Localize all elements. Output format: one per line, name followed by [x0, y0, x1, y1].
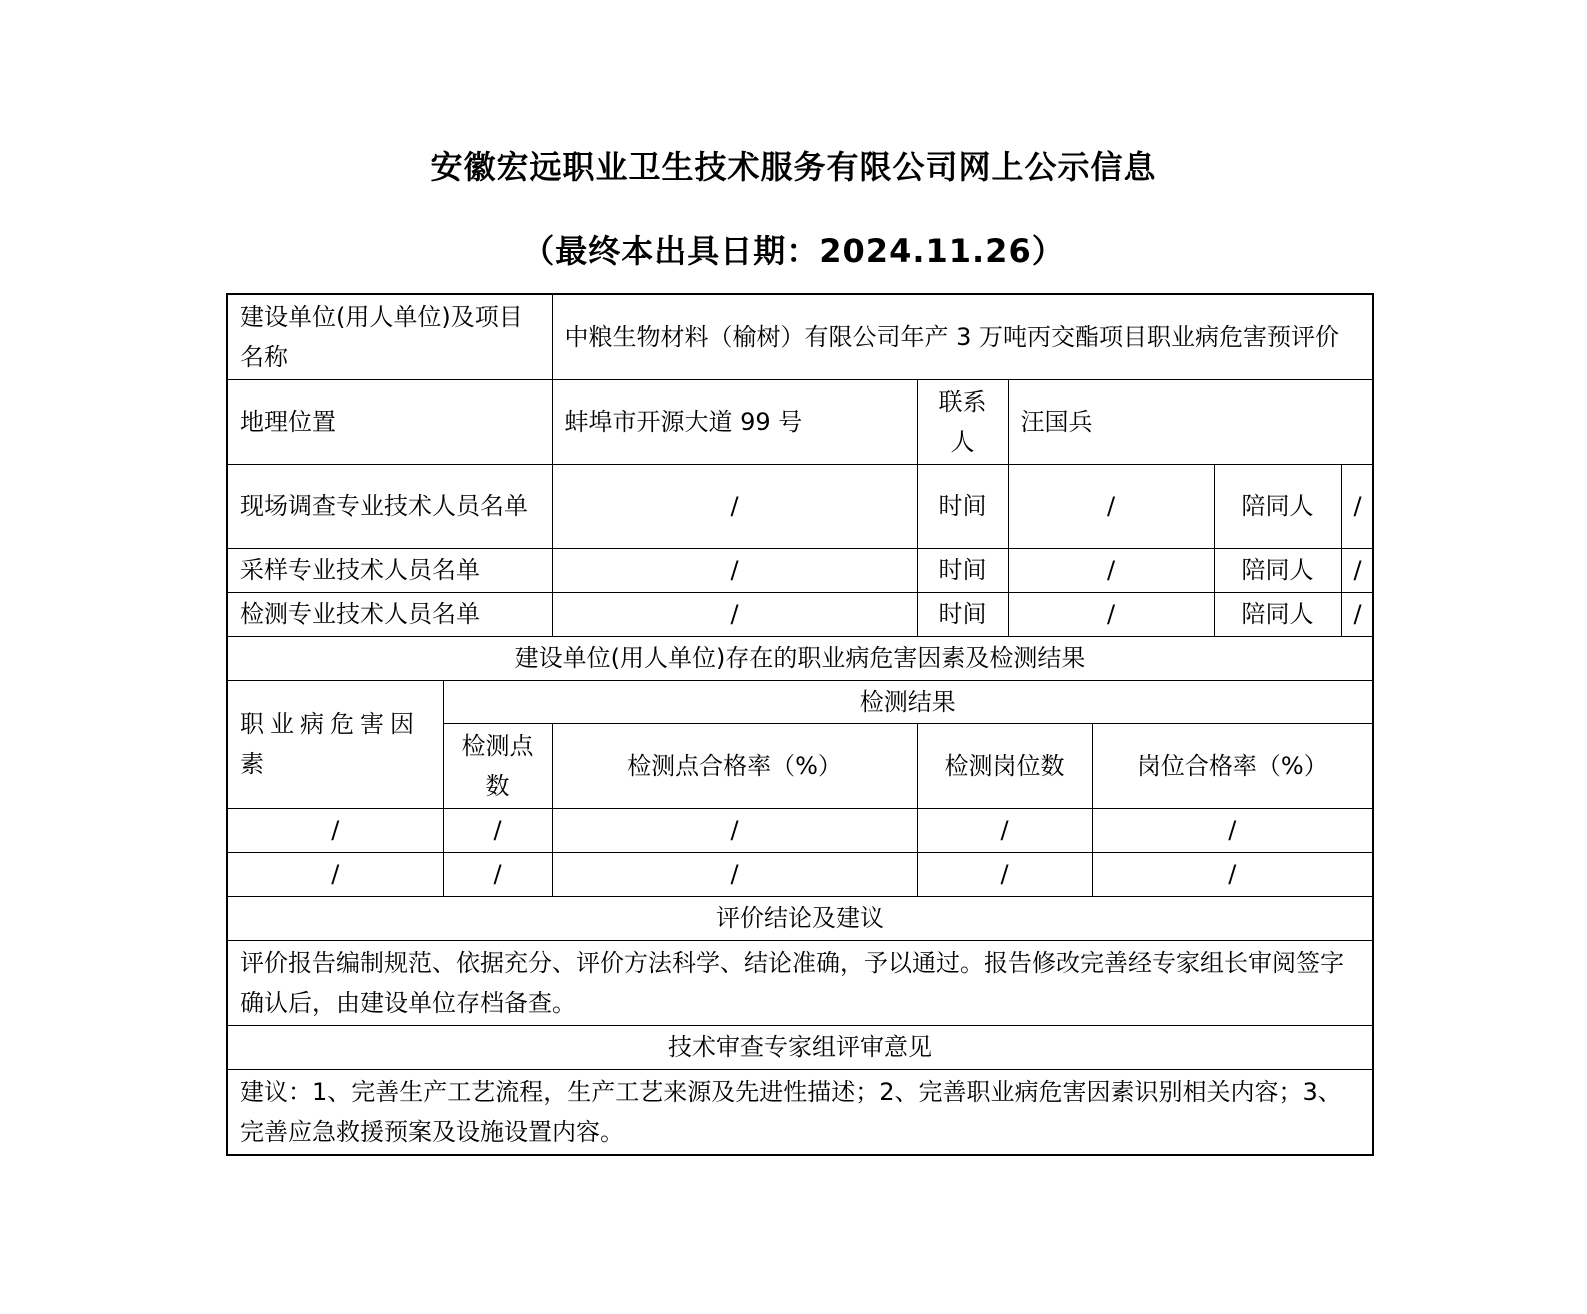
table-cell: /	[1092, 852, 1373, 896]
staff-label: 现场调查专业技术人员名单	[227, 464, 552, 548]
project-row	[227, 294, 1373, 379]
project-value: 中粮生物材料（榆树）有限公司年产 3 万吨丙交酯项目职业病危害预评价	[552, 294, 1373, 379]
escort-label: 陪同人	[1214, 592, 1341, 636]
column-header: 检测点合格率（%）	[552, 723, 917, 808]
time-value: /	[1008, 464, 1214, 548]
hazard-section-row	[227, 636, 1373, 680]
time-value: /	[1008, 592, 1214, 636]
staff-label: 采样专业技术人员名单	[227, 548, 552, 592]
staff-row	[227, 548, 1373, 592]
table-row	[227, 808, 1373, 852]
table-cell: /	[917, 808, 1092, 852]
table-cell: /	[227, 852, 443, 896]
table-cell: /	[552, 808, 917, 852]
staff-label: 检测专业技术人员名单	[227, 592, 552, 636]
staff-names: /	[552, 592, 917, 636]
conclusion-text-row	[227, 940, 1373, 1025]
escort-value: /	[1341, 548, 1373, 592]
hazard-section-title: 建设单位(用人单位)存在的职业病危害因素及检测结果	[227, 636, 1373, 680]
conclusion-title-row	[227, 896, 1373, 940]
escort-label: 陪同人	[1214, 548, 1341, 592]
time-label: 时间	[917, 548, 1008, 592]
page-title: 安徽宏远职业卫生技术服务有限公司网上公示信息	[430, 148, 1157, 186]
contact-label: 联系人	[917, 379, 1008, 464]
column-header: 检测点数	[443, 723, 552, 808]
review-title: 技术审查专家组评审意见	[227, 1025, 1373, 1069]
location-value: 蚌埠市开源大道 99 号	[552, 379, 917, 464]
table-cell: /	[917, 852, 1092, 896]
disclosure-table	[226, 293, 1374, 1156]
project-label: 建设单位(用人单位)及项目名称	[227, 294, 552, 379]
time-label: 时间	[917, 592, 1008, 636]
review-text-row	[227, 1069, 1373, 1155]
review-title-row	[227, 1025, 1373, 1069]
escort-value: /	[1341, 464, 1373, 548]
escort-label: 陪同人	[1214, 464, 1341, 548]
column-header: 岗位合格率（%）	[1092, 723, 1373, 808]
hazard-header-row	[227, 680, 1373, 723]
column-header: 检测岗位数	[917, 723, 1092, 808]
location-label: 地理位置	[227, 379, 552, 464]
conclusion-title: 评价结论及建议	[227, 896, 1373, 940]
table-cell: /	[227, 808, 443, 852]
table-cell: /	[443, 852, 552, 896]
time-label: 时间	[917, 464, 1008, 548]
escort-value: /	[1341, 592, 1373, 636]
staff-names: /	[552, 464, 917, 548]
table-cell: /	[552, 852, 917, 896]
time-value: /	[1008, 548, 1214, 592]
issue-date-subtitle: （最终本出具日期：2024.11.26）	[522, 232, 1065, 270]
staff-row	[227, 464, 1373, 548]
review-text: 建议：1、完善生产工艺流程，生产工艺来源及先进性描述；2、完善职业病危害因素识别相关内容；3、完善应急救援预案及设施设置内容。	[227, 1069, 1373, 1155]
factor-header: 职业病危害因素	[227, 680, 443, 808]
location-row	[227, 379, 1373, 464]
table-cell: /	[1092, 808, 1373, 852]
staff-row	[227, 592, 1373, 636]
table-row	[227, 852, 1373, 896]
staff-names: /	[552, 548, 917, 592]
results-header: 检测结果	[443, 680, 1373, 723]
conclusion-text: 评价报告编制规范、依据充分、评价方法科学、结论准确，予以通过。报告修改完善经专家组长审阅签字确认后，由建设单位存档备查。	[227, 940, 1373, 1025]
table-cell: /	[443, 808, 552, 852]
contact-value: 汪国兵	[1008, 379, 1373, 464]
